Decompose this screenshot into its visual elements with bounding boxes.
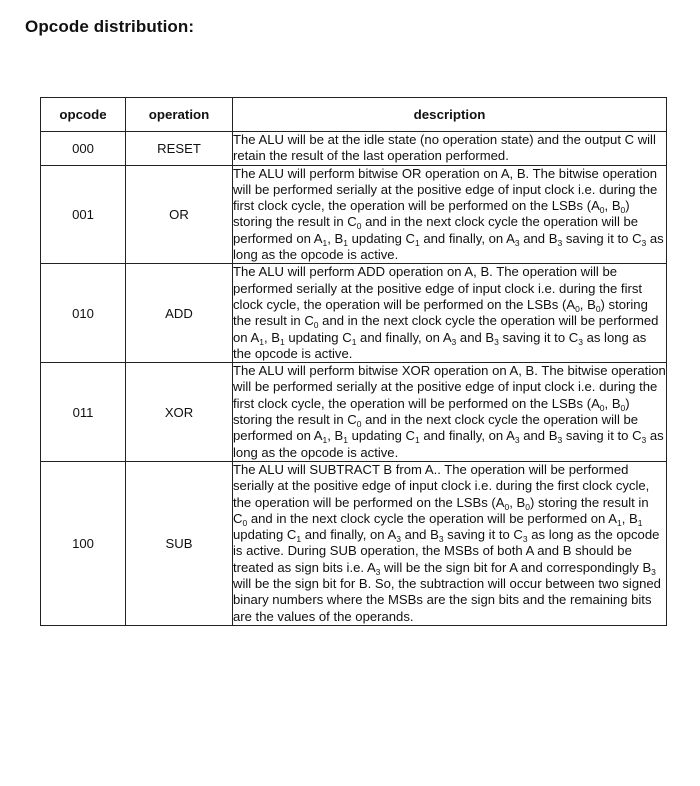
table-row <box>41 264 667 363</box>
opcode-cell: 010 <box>41 264 126 363</box>
opcode-cell: 000 <box>41 132 126 166</box>
description-cell: The ALU will perform bitwise XOR operation on A, B. The bitwise operation will be performed serially at the positive edge of input clock i.e. during the first clock cycle, the operation will be performed on the LSBs ($A_0$, $B_0$) storing the result in $C_0$ and in the next clock cycle the operation will be performed on $A_1$, $B_1$ updating $C_1$ and finally, on $A_3$ and $B_3$ saving it to $C_3$ as long as the opcode is active. <box>233 363 666 460</box>
header-description: description <box>233 98 667 132</box>
opcode-table <box>40 97 667 626</box>
table-row <box>41 165 667 264</box>
table-row <box>41 363 667 462</box>
operation-cell: SUB <box>126 461 233 625</box>
page-heading: Opcode distribution: <box>25 17 195 36</box>
description-cell: The ALU will perform bitwise OR operation on A, B. The bitwise operation will be performed serially at the positive edge of input clock i.e. during the first clock cycle, the operation will be performed on the LSBs ($A_0$, $B_0$) storing the result in $C_0$ and in the next clock cycle the operation will be performed on $A_1$, $B_1$ updating $C_1$ and finally, on $A_3$ and $B_3$ saving it to $C_3$ as long as the opcode is active. <box>233 165 667 264</box>
description-cell: The ALU will SUBTRACT B from A.. The operation will be performed serially at the positive edge of input clock i.e. during the first clock cycle, the operation will be performed on the LSBs ($A_0$, $B_0$) storing the result in $C_0$ and in the next clock cycle the operation will be performed on $A_1$, $B_1$ updating $C_1$ and finally, on $A_3$ and $B_3$ saving it to $C_3$ as long as the opcode is active. During SUB operation, the MSBs of both A and B should be treated as sign bits i.e. $A_3$ will be the sign bit for A and correspondingly $B_3$ will be the sign bit for B. So, the subtraction will occur between two signed binary numbers where the MSBs are the sign bits and the remaining bits are the values of the operands. <box>233 461 667 625</box>
description-cell: The ALU will perform ADD operation on A, B. The operation will be performed serially at the positive edge of input clock i.e. during the first clock cycle, the operation will be performed on the LSBs ($A_0$, $B_0$) storing the result in $C_0$ and in the next clock cycle the operation will be performed on $A_1$, $B_1$ updating $C_1$ and finally, on $A_3$ and $B_3$ saving it to $C_3$ as long as the opcode is active. <box>233 264 667 363</box>
opcode-cell: 011 <box>41 363 126 462</box>
operation-cell: OR <box>126 165 233 264</box>
operation-cell: ADD <box>126 264 233 363</box>
header-opcode: opcode <box>41 98 126 132</box>
opcode-cell: 100 <box>41 461 126 625</box>
opcode-cell: 001 <box>41 165 126 264</box>
operation-cell: RESET <box>126 132 233 166</box>
table-row <box>41 132 667 166</box>
operation-cell: XOR <box>126 363 233 462</box>
description-cell: The ALU will be at the idle state (no operation state) and the output C will retain the result of the last operation performed. <box>233 132 667 166</box>
table-row <box>41 461 667 625</box>
header-operation: operation <box>126 98 233 132</box>
table-header-row <box>41 98 667 132</box>
